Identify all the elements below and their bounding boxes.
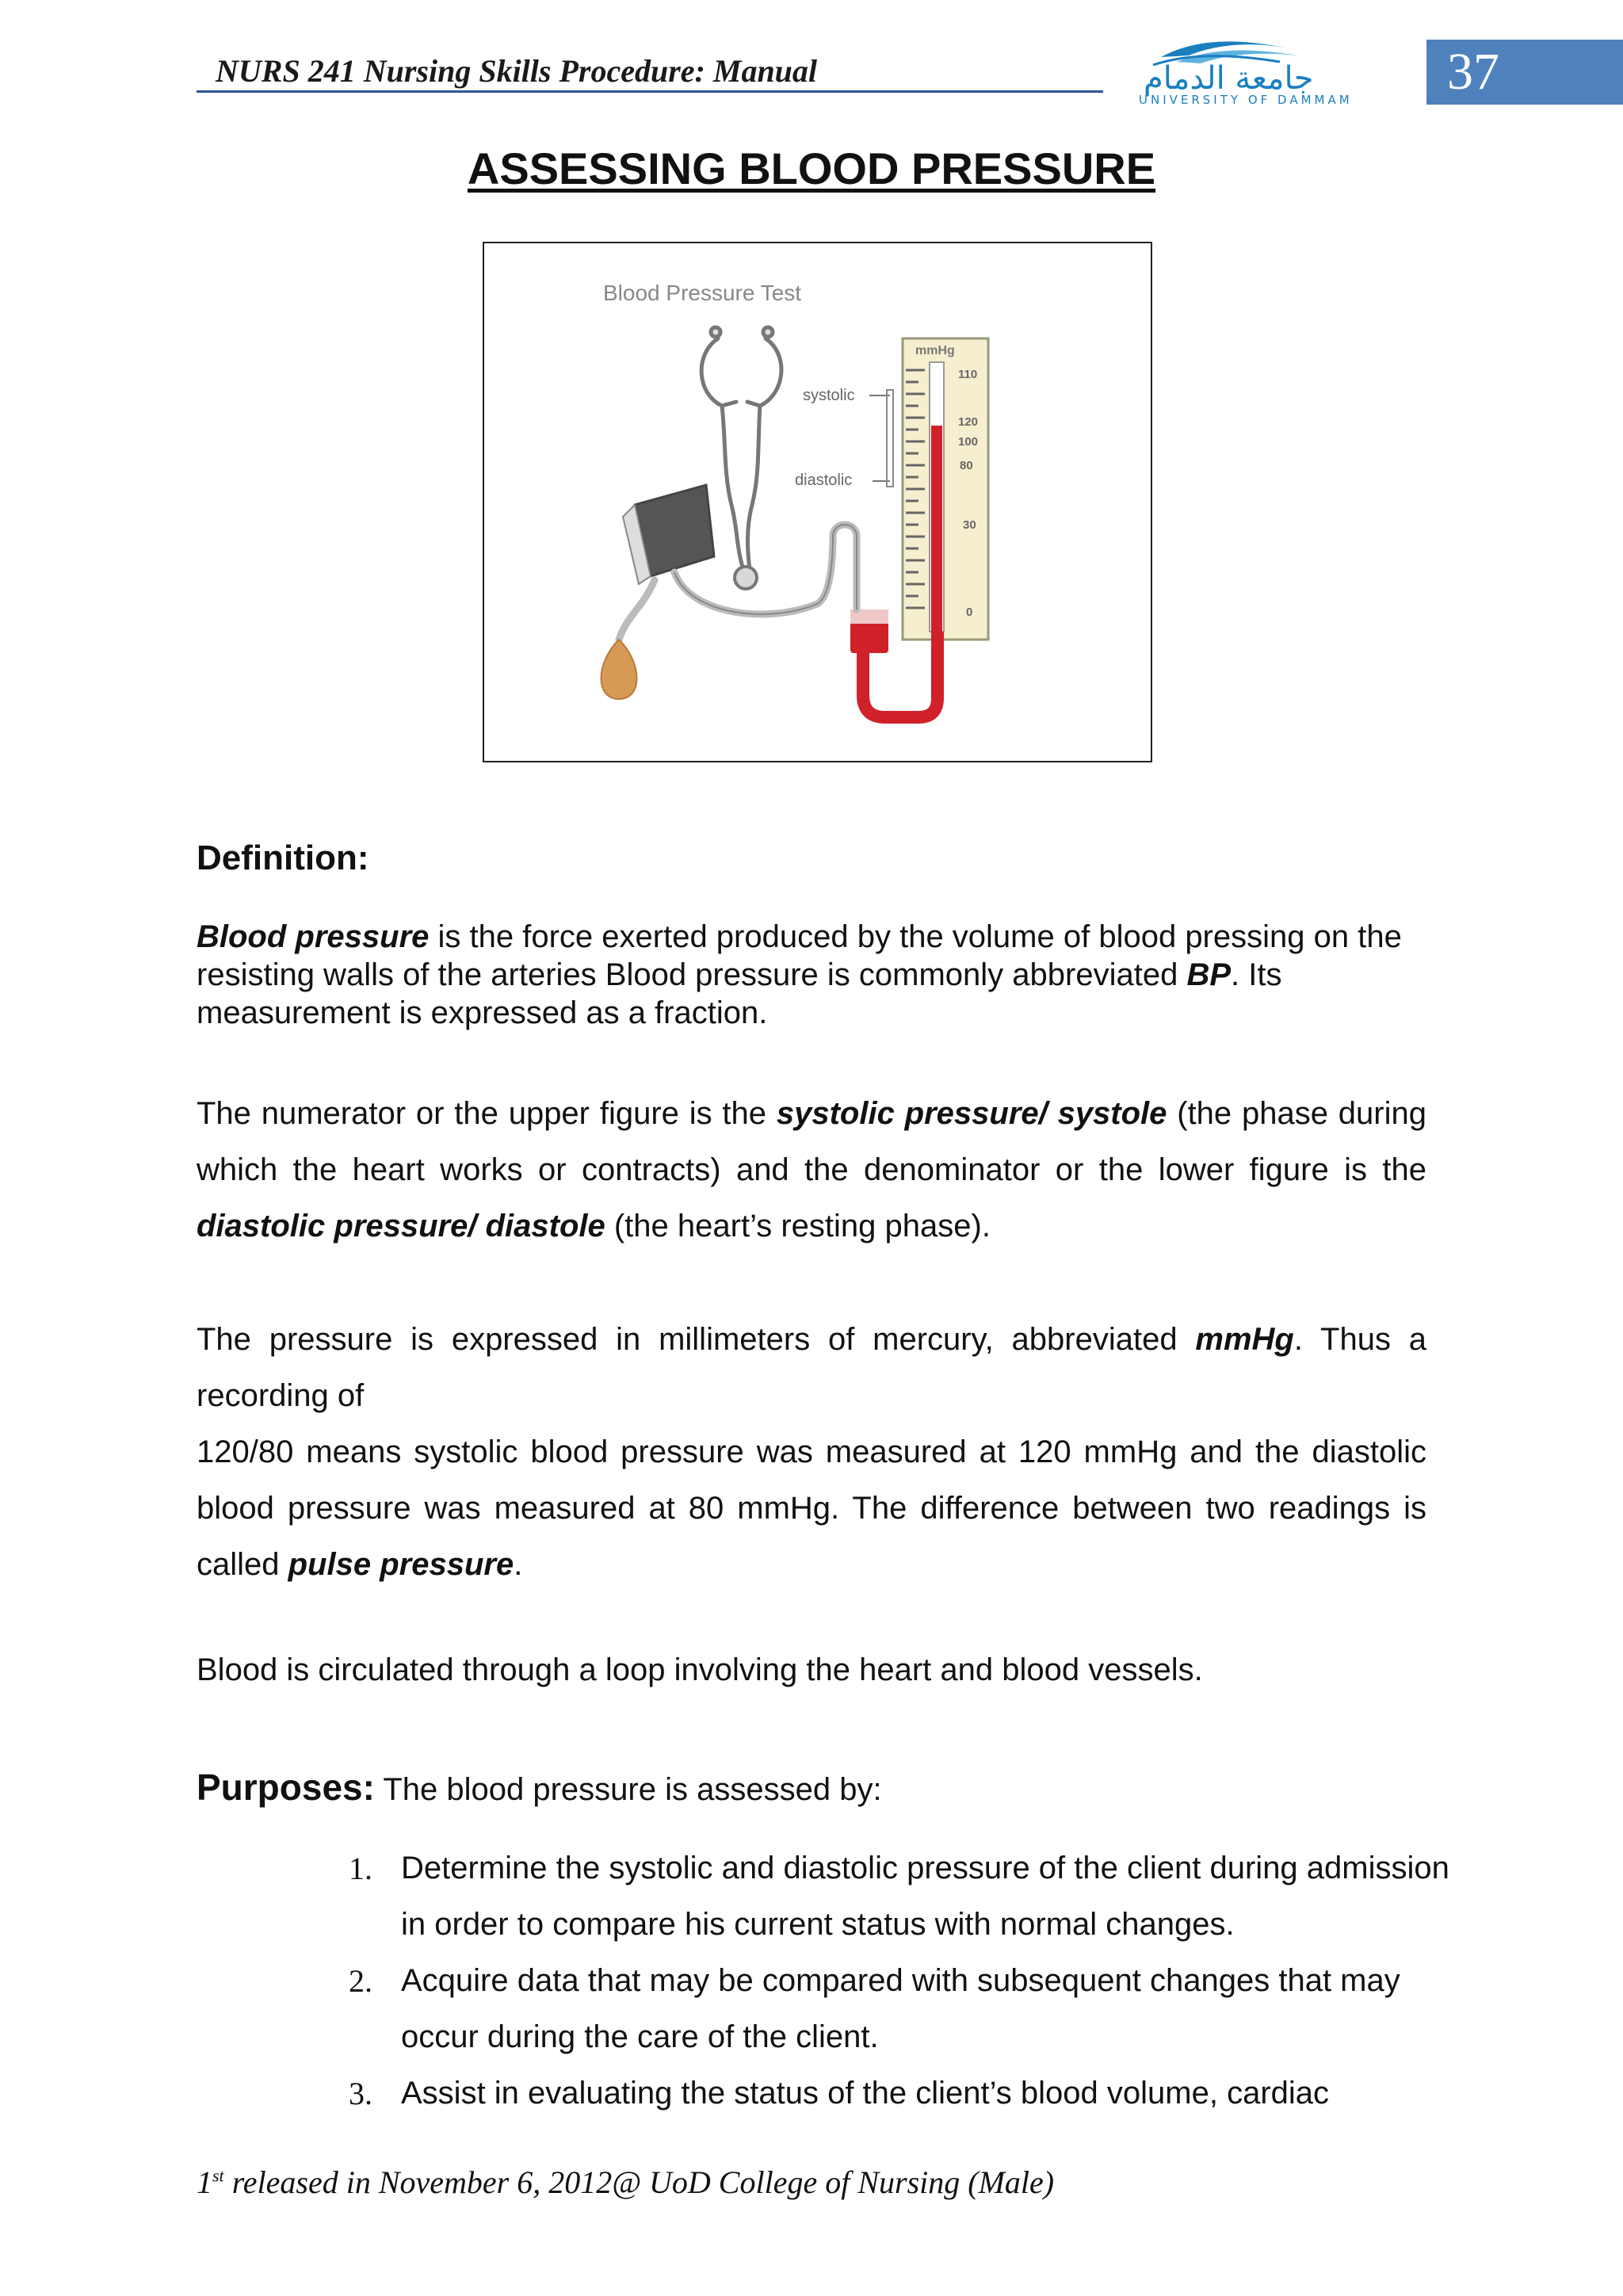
- term-diastolic: diastolic pressure/ diastole: [197, 1209, 605, 1244]
- page-title: ASSESSING BLOOD PRESSURE: [467, 143, 1156, 193]
- diastolic-label: diastolic: [795, 472, 853, 489]
- mercury-column: [931, 426, 942, 633]
- scale-tick-label: 110: [958, 368, 978, 381]
- list-item-text: Determine the systolic and diastolic pressure of the client during admission in order to compare his current status with normal changes.: [401, 1851, 1449, 1942]
- blood-pressure-figure: [483, 242, 1152, 762]
- term-blood-pressure: Blood pressure: [197, 919, 430, 954]
- figure-caption: Blood Pressure Test: [603, 281, 802, 305]
- term-pulse-pressure: pulse pressure: [288, 1547, 514, 1582]
- purposes-intro: The blood pressure is assessed by:: [374, 1772, 882, 1807]
- header-divider: [197, 90, 1103, 93]
- list-item-text: Acquire data that may be compared with subsequent changes that may occur during the care of the client.: [401, 1963, 1400, 2054]
- purposes-list: [349, 1840, 1458, 2122]
- list-item-number: 3.: [349, 2076, 372, 2111]
- definition-paragraph-4: Blood is circulated through a loop involving the heart and blood vessels.: [197, 1652, 1203, 1687]
- scale-tick-label: 0: [966, 606, 973, 619]
- stethoscope-icon: [701, 327, 781, 576]
- definition-paragraph-3: The pressure is expressed in millimeters of mercury, abbreviated mmHg. Thus a recording of 120/80 means systolic blood pressure was measured at 120 mmHg and the diastolic blood pressure was measured at 80 mmHg. The difference between two readings is called pulse pressure.: [197, 1322, 1426, 1582]
- term-bp: BP: [1186, 957, 1232, 992]
- stethoscope-chest-piece: [735, 567, 757, 589]
- inflation-bulb: [601, 640, 637, 699]
- scale-tick-label: 30: [963, 518, 976, 532]
- page-footer: 1st released in November 6, 2012@ UoD College of Nursing (Male): [197, 2164, 1055, 2200]
- systolic-label: systolic: [803, 387, 855, 404]
- course-title: NURS 241 Nursing Skills Procedure: Manual: [216, 53, 818, 89]
- list-item: [349, 2065, 1458, 2122]
- sphygmomanometer-illustration: [484, 243, 1154, 764]
- scale-tick-label: 120: [958, 415, 979, 429]
- scale-unit-label: mmHg: [915, 344, 955, 357]
- list-item-text: Assist in evaluating the status of the client’s blood volume, cardiac: [401, 2076, 1330, 2111]
- definition-paragraph-1: Blood pressure is the force exerted produced by the volume of blood pressing on the resisting walls of the arteries Blood pressure is commonly abbreviated BP. Its measurement is expressed as a fraction.: [197, 919, 1402, 1030]
- term-mmhg: mmHg: [1195, 1322, 1294, 1357]
- purposes-line: [197, 1766, 882, 1809]
- term-systolic: systolic pressure/ systole: [776, 1096, 1167, 1131]
- scale-tick-label: 80: [960, 459, 973, 472]
- scale-tick-label: 100: [958, 435, 979, 449]
- definition-heading: Definition:: [197, 839, 369, 877]
- list-item: [349, 1953, 1458, 2065]
- list-item-number: 1.: [349, 1851, 372, 1886]
- pressure-range-bracket: [887, 390, 893, 487]
- list-item: [349, 1840, 1458, 1953]
- university-name-arabic: جامعة الدمام: [1144, 60, 1314, 97]
- page-number: 37: [1426, 40, 1623, 105]
- purposes-heading: Purposes:: [197, 1767, 375, 1808]
- list-item-number: 2.: [349, 1963, 372, 1999]
- definition-paragraph-2: The numerator or the upper figure is the systolic pressure/ systole (the phase during which the heart works or contracts) and the denominator or the lower figure is the diastolic pressure/ diastole (the heart’s resting phase).: [197, 1096, 1426, 1244]
- university-name-english: UNIVERSITY OF DAMMAM: [1139, 93, 1353, 107]
